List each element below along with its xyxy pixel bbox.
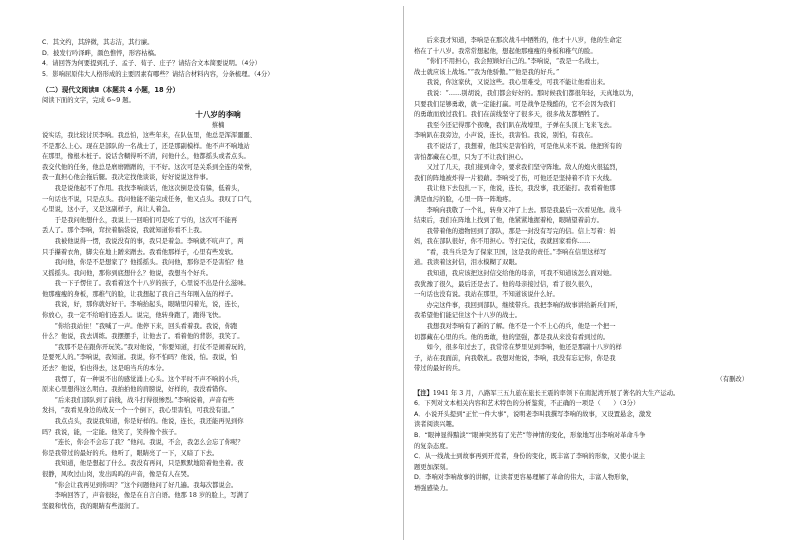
story-line: 李响回答了，声音很轻，像是在自言自语。他那 18 岁的脸上，写满了 [42,492,250,500]
question-line: 4．请回答为何要提到孔子、孟子、荀子、庄子？请结合文本简要说明。（4分） [42,60,261,68]
story-line: 我希望他们能记住这个十八岁的战士。 [414,312,522,320]
story-line: 一句话也没有说。我站在那里，不知道该说什么好。 [414,291,559,299]
story-line: “你给我站住！”我喊了一声。他停下来，回头看着我。我说，你跑 [42,322,238,330]
story-line: 我问他，你是不是想家了？他摇摇头。我问他，那你是不是害怕？他 [42,259,244,267]
story-line: 如今，很多年过去了，我常常在梦里见到李响，他还是那副十八岁的样 [414,344,622,352]
column-divider [403,6,404,540]
story-line: 他那瘦瘦的身板，那稚气的脸，让我想起了我自己当年刚入伍的样子。 [42,290,238,298]
story-line: “我那不是在跟你开玩笑。”我对他说，“你要知道，打仗不是闹着玩的， [42,343,251,351]
story-line: 只要我们足够勇敢，就一定能打赢。可是战争是残酷的，它不会因为我们 [414,100,616,108]
story-line: 心里说，这小子，又是这副样子，真让人着急。 [42,206,175,214]
right-column [414,0,758,495]
story-line: 妈，我在部队很好，你不用担心。等打完仗，我就回家看你…… [414,238,591,246]
story-line: “你会让我再见到你吗？”这个问题他问了好几遍。我每次都说会。 [42,481,238,489]
story-line: “你们不用担心，我会照顾好自己的。”李响说，“我是一名战士， [414,58,604,66]
story-line: 又过了几天，我们接到命令，要求我们坚守阵地。敌人的炮火很猛烈， [414,164,622,172]
story-line: 只手攥着衣角，脚尖在地上蹭来蹭去。我看他那样子，心里有些发软。 [42,248,238,256]
question-line: C．其文约，其辞微，其志洁，其行廉。 [42,39,154,46]
story-line: 我点点头，我说我知道，你是好样的。他说，连长，我还能再见到你 [42,418,244,425]
story-line: 我带着他的遗物回到了部队，那是一封没有写完的信。信上写着：妈 [414,227,616,235]
story-line: 我不说话了，我想着，他其实是害怕的，可是他从来不说。他把所有的 [414,142,622,150]
story-line: 我说，你这家伙，又说这些。我心里难受，可我不能让他看出来。 [414,79,610,87]
story-line: 说实话，我比较讨厌李响。我总怕，这些年来，在队伍里，他总是浑浑噩噩、 [42,131,257,139]
story-line: “连长，你会不会忘了我？”他问。我说，不会，我怎么会忘了你呢？ [42,439,244,447]
story-line: 切都藏在心里的兵。他的勇敢，他的坚强，都是我从来没有看到过的。 [414,333,610,341]
story-line: 我一直担心他会拖后腿。我决定找他谈谈，好好说说这件事。 [42,174,213,182]
story-body-left [42,131,394,512]
question-line: A．小说开头提到“正忙一件大事”，说明老李叫我撰写李响的故事，又设置悬念，激发 [414,410,652,418]
story-line: 我犹豫了很久，最后还是去了。他的母亲接过信，看了很久很久， [414,280,597,288]
source-note: （有删改） [716,376,748,383]
story-line: 不是那么上心。现在是部队的一名战士了，还是那副模样。他不声不响地站 [42,142,250,150]
story-line: 你是我带过的最好的兵。他听了，眼睛亮了一下，又暗了下去。 [42,449,219,457]
question-line: D．披发行吟泽畔，颜色憔悴，形容枯槁。 [42,49,161,57]
story-line: 我知道，他是想起了什么。我没有再问，只是默默地陪着他坐着。夜 [42,460,244,468]
story-line: 还去？他说，怕也得去，这是咱当兵的本分。 [42,365,168,373]
story-line: 道。我读着这封信，泪水模糊了双眼。 [414,259,522,267]
story-line: 吗？我说，能，一定能。他笑了，笑得像个孩子。 [42,428,181,436]
story-line: 是要死人的。”李响说，我知道。我说，你不怕吗？他说，怕。我说，怕 [42,354,238,362]
previous-questions [42,38,394,80]
story-line: 我知道，我应该把这封信交给他的母亲，可我不知道该怎么面对她。 [414,270,616,278]
story-line: 结束后，我们在阵地上找到了他，他紧紧地握着枪，眼睛望着前方。 [414,217,603,225]
story-line: 李响向我敬了一个礼，转身又冲了上去。那是我最后一次看见他。战斗 [414,206,622,214]
story-body-right [414,36,758,375]
story-line: 丢人了。那个李响，耷拉着脑袋说，我就知道你看不上我。 [42,227,206,235]
story-line: “后来我们部队到了前线，战斗打得很惨烈。”李响说着，声音有些 [42,396,235,404]
story-line: 带过的最好的兵。 [414,365,465,373]
story-author: 蔡楠 [211,121,225,129]
instruction: 阅读下面的文字，完成 6~9 题。 [42,97,135,105]
question-line: 5．影响屈原伟大人格形成的主要因素有哪些？请结合材料内容，分条梳理。（4分） [42,70,274,78]
story-line: 在那里，像根木桩子。说话含糊得听不清，问他什么，他都摇头或者点头。 [42,153,250,161]
left-column [42,0,394,512]
question-line: 的复杂态度。 [414,442,452,450]
story-line: 很静，风吹过山岗，发出呜呜的声音，像是有人在哭。 [42,470,194,478]
story-line: 我一下子愣住了。我看着这个十八岁的孩子，心里说不出是什么滋味。 [42,280,250,288]
story-line: 我至今还记得那个夜晚，我们趴在战壕里，子弹在头顶上飞来飞去。 [414,121,616,129]
story-line: 什么？他说，我去训练。我摆摆手，让他去了。看着他的背影，我笑了。 [42,333,244,341]
story-line: 战士就应该上战场。”“我为他骄傲。”“他是我的好兵。” [414,68,560,76]
story-line: 我们的阵地被炸得一片狼藉。李响受了伤，可他还是坚持着不肯下火线。 [414,174,616,182]
story-line: 满是血污的脸，心里一阵一阵地疼。 [414,195,515,203]
question-line: D．李响对李响故事的讲解，让读者更容易理解了革命的伟大，丰富人物形象， [414,474,633,482]
story-title: 十八岁的李响 [195,109,241,119]
story-line: 我想我对李响有了新的了解。他不是一个不上心的兵，他是一个把一 [414,323,616,331]
question-line: 读者阅读兴趣。 [414,421,459,429]
story-line: “看，我当兵是为了保家卫国，这是我的责任。”李响在信里这样写 [414,248,607,256]
story-line: 我愣了，有一种说不出的感觉涌上心头。这个平时不声不响的小兵， [42,375,244,383]
story-line: 你放心，我一定不给咱们连丢人。说完，他转身跑了，跑得飞快。 [42,312,225,320]
story-line: 我是说他起不了作用。我找李响谈话，他这次倒是没有躲，低着头， [42,184,244,192]
story-line: 坚毅和忧伤，我的眼睛有些湿润了。 [42,502,143,510]
section-heading: （二）现代文阅读Ⅱ（本题共 4 小题，18 分） [42,86,180,95]
story-line: 害怕都藏在心里，只为了不让我们担心。 [414,153,528,161]
question-line: 题更加深刻。 [414,463,452,471]
story-line: 子，站在我面前，向我敬礼。我想对他说，李响，我没有忘记你，你是我 [414,354,616,362]
question-line: B．“眼神显得黯淡”“眼神突然有了光芒”等神情的变化，形象地写出李响对革命斗争 [414,431,646,439]
footnote-text: 1941 年 3 月，八路军三五九旅在旅长王震的率领下在南泥湾开展了著名的大生产运动。 [432,389,680,397]
footnote-tag: 【注】 [414,389,433,397]
story-line: 我说：“……别胡说，我们都会好好的。那时候我们都很年轻，天真地以为， [414,89,638,97]
story-line: 我说，好，那你就好好干。李响抬起头，眼睛里闪着光，说，连长， [42,301,244,309]
story-line: 李响趴在我旁边，小声说，连长，我害怕。我说，别怕，有我在。 [414,132,597,140]
story-line: 于是我问他想什么，我说上一回咱们可是吃了亏的，这次可不能再 [42,216,238,224]
story-line: 后来我才知道，李响是在那次战斗中牺牲的，他才十八岁，他的生命定 [414,37,622,44]
question-line: C．从一线战士到故事再到开荒者，身份的变化，既丰富了李响的形象，又使小说主 [414,453,646,461]
story-line: 一句话也不说，只是点头。我问他能不能完成任务，他又点头。我叹了口气， [42,195,257,203]
story-line: 我被他说得一愣，我说没有的事，我只是着急。李响就不吭声了，两 [42,237,244,245]
story-line: 办完这件事，我回到部队，继续带兵。我把李响的故事讲给新兵们听， [414,301,622,309]
story-line: 原来心里想得这么明白。我拍拍他的肩膀说，好样的，我没看错你。 [42,386,231,394]
footnote [414,389,758,400]
story-line: 的勇敢而放过我们。我们在前线坚守了很多天，很多战友都牺牲了。 [414,111,603,119]
story-line: 格在了十八岁。我常常想起他，想起他那瘦瘦的身板和稚气的脸。 [414,47,597,55]
story-line: 我让他下去包扎一下，他说，连长，我没事，我还能打。我看着他那 [414,185,616,193]
story-line: 发抖，“我看见身边的战友一个一个倒下，我心里害怕，可我没有退。” [42,407,235,415]
question-line: 增强感染力。 [414,484,452,492]
question-block [414,399,758,494]
question-line: 6．下列对文本相关内容和艺术特色的分析鉴赏，不正确的一项是（ ）（3分） [414,400,640,408]
story-line: 我交代他的任务，他总是磨磨蹭蹭的，干不好。这次可是关系到全连的荣誉， [42,163,257,171]
story-line: 又摇摇头。我问他，那你到底想什么？他说，我想当个好兵。 [42,269,213,277]
